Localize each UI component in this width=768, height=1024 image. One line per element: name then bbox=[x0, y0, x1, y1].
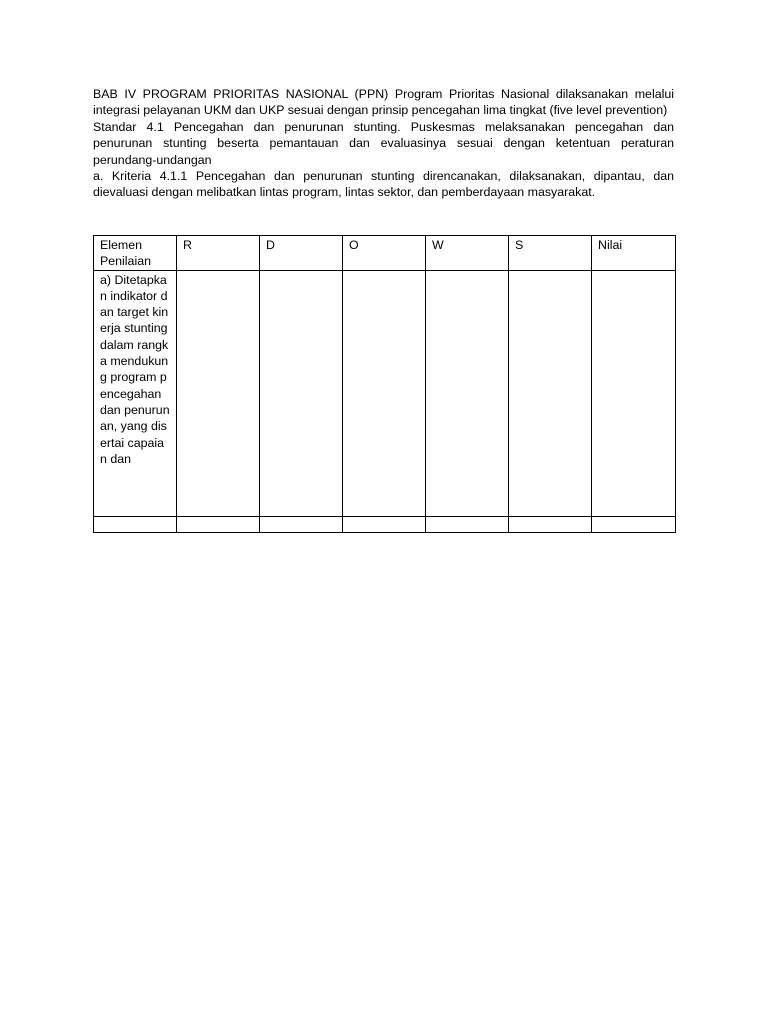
cell-elemen-penilaian bbox=[94, 270, 177, 516]
cell-w bbox=[426, 270, 509, 516]
header-o: O bbox=[343, 236, 426, 271]
cell-d bbox=[260, 270, 343, 516]
paragraph-standar-4-1: Standar 4.1 Pencegahan dan penurunan stunting. Puskesmas melaksanakan pencegahan dan penurunan stunting beserta pemantauan dan evaluasinya sesuai dengan ketentuan peraturan perundang-undangan bbox=[93, 119, 674, 167]
header-s: S bbox=[509, 236, 592, 271]
table-row-empty bbox=[94, 516, 676, 532]
elemen-penilaian-text: a) Ditetapkan indikator dan target kinerja stunting dalam rangka mendukung program pencegahan dan penurunan, yang disertai capaian dan bbox=[100, 272, 170, 466]
table-row bbox=[94, 270, 676, 516]
cell-s bbox=[509, 270, 592, 516]
header-d: D bbox=[260, 236, 343, 271]
document-body bbox=[93, 86, 674, 201]
paragraph-bab-iv: BAB IV PROGRAM PRIORITAS NASIONAL (PPN) Program Prioritas Nasional dilaksanakan melalui integrasi pelayanan UKM dan UKP sesuai dengan prinsip pencegahan lima tingkat (five level prevention) bbox=[93, 87, 674, 118]
header-w: W bbox=[426, 236, 509, 271]
header-elemen-penilaian: Elemen Penilaian bbox=[94, 236, 177, 271]
empty-cell bbox=[177, 516, 260, 532]
cell-nilai bbox=[592, 270, 676, 516]
empty-cell bbox=[260, 516, 343, 532]
empty-cell bbox=[94, 516, 177, 532]
empty-cell bbox=[509, 516, 592, 532]
cell-r bbox=[177, 270, 260, 516]
cell-o bbox=[343, 270, 426, 516]
assessment-table bbox=[93, 235, 676, 533]
table-header-row bbox=[94, 236, 676, 271]
header-nilai: Nilai bbox=[592, 236, 676, 271]
empty-cell bbox=[343, 516, 426, 532]
empty-cell bbox=[592, 516, 676, 532]
empty-cell bbox=[426, 516, 509, 532]
paragraph-kriteria-4-1-1: a. Kriteria 4.1.1 Pencegahan dan penurunan stunting direncanakan, dilaksanakan, dipantau, dan dievaluasi dengan melibatkan lintas program, lintas sektor, dan pemberdayaan masyarakat. bbox=[93, 169, 674, 200]
header-r: R bbox=[177, 236, 260, 271]
